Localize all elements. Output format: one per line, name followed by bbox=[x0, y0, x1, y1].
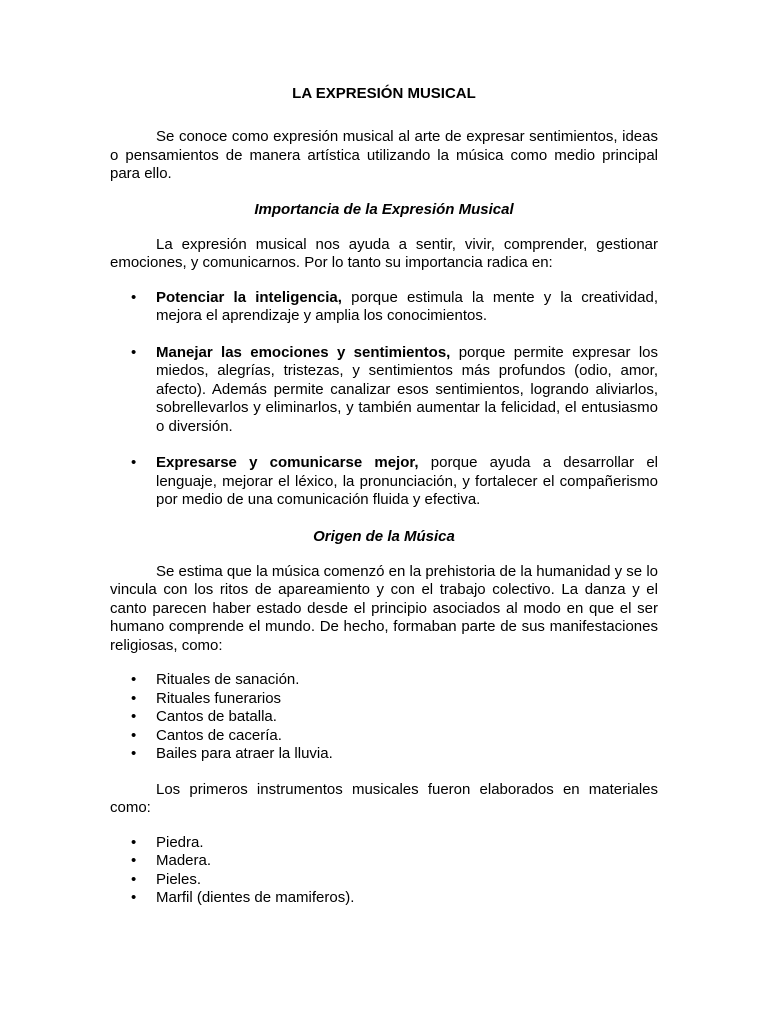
bullet-icon: • bbox=[131, 870, 137, 888]
importance-paragraph: La expresión musical nos ayuda a sentir, vivir, comprender, gestionar emociones, y comunicarnos. Por lo tanto su importancia radica en: bbox=[110, 235, 658, 271]
importance-item bbox=[110, 454, 658, 510]
origin-heading: Origen de la Música bbox=[313, 527, 455, 545]
importance-item bbox=[110, 344, 658, 437]
list-item-text: Piedra. bbox=[156, 833, 204, 851]
materials-list bbox=[110, 834, 658, 908]
bullet-icon: • bbox=[131, 454, 137, 471]
importance-item-text: porque ayuda a desarrollar el lenguaje, mejorar el léxico, la pronunciación, y fortalecer el compañerismo por medio de una comunicación fluida y efectiva. bbox=[156, 454, 658, 508]
rituals-list bbox=[110, 671, 658, 764]
list-item bbox=[110, 834, 658, 853]
bullet-icon: • bbox=[131, 833, 137, 851]
bullet-icon: • bbox=[131, 671, 137, 688]
list-item bbox=[110, 745, 658, 764]
list-item-text: Bailes para atraer la lluvia. bbox=[156, 745, 333, 762]
list-item-text: Madera. bbox=[156, 852, 212, 869]
bullet-icon: • bbox=[131, 726, 137, 744]
list-item bbox=[110, 889, 658, 908]
document-title: LA EXPRESIÓN MUSICAL bbox=[292, 85, 476, 102]
list-item-text: Pieles. bbox=[156, 870, 202, 888]
list-item bbox=[110, 852, 658, 871]
bullet-icon: • bbox=[131, 343, 137, 361]
list-item bbox=[110, 690, 658, 709]
importance-item-lead: Potenciar la inteligencia, bbox=[156, 288, 342, 306]
instruments-paragraph: Los primeros instrumentos musicales fueron elaborados en materiales como: bbox=[110, 780, 658, 816]
importance-item-text: porque permite expresar los miedos, alegrías, tristezas, y sentimientos más profundos (odio, amor, afecto). Además permite canalizar esos sentimientos, logrando aliviarlos, sobrellevarlos y eliminarlos, y también aumentar la felicidad, el entusiasmo o diversión. bbox=[156, 343, 658, 435]
list-item-text: Rituales funerarios bbox=[156, 689, 282, 707]
list-item bbox=[110, 671, 658, 690]
list-item-text: Marfil (dientes de mamiferos). bbox=[156, 889, 355, 906]
bullet-icon: • bbox=[131, 689, 137, 707]
importance-item-lead: Expresarse y comunicarse mejor, bbox=[156, 454, 419, 471]
importance-item-lead: Manejar las emociones y sentimientos, bbox=[156, 343, 451, 361]
list-item bbox=[110, 871, 658, 890]
importance-heading: Importancia de la Expresión Musical bbox=[254, 200, 514, 218]
bullet-icon: • bbox=[131, 889, 137, 906]
list-item bbox=[110, 708, 658, 727]
importance-list bbox=[110, 289, 658, 510]
list-item-text: Cantos de batalla. bbox=[156, 708, 277, 725]
list-item-text: Cantos de cacería. bbox=[156, 726, 282, 744]
intro-paragraph: Se conoce como expresión musical al arte de expresar sentimientos, ideas o pensamientos de manera artística utilizando la música como medio principal para ello. bbox=[110, 128, 658, 182]
list-item-text: Rituales de sanación. bbox=[156, 671, 300, 688]
bullet-icon: • bbox=[131, 745, 137, 762]
origin-paragraph: Se estima que la música comenzó en la prehistoria de la humanidad y se lo vincula con los ritos de apareamiento y con el trabajo colectivo. La danza y el canto parecen haber estado desde el principio asociados al modo en que el ser humano comprende el mundo. De hecho, formaban parte de sus manifestaciones religiosas, como: bbox=[110, 562, 658, 654]
bullet-icon: • bbox=[131, 708, 137, 725]
bullet-icon: • bbox=[131, 288, 137, 306]
importance-item bbox=[110, 289, 658, 326]
importance-item-text: porque estimula la mente y la creatividad, mejora el aprendizaje y amplia los conocimientos. bbox=[156, 288, 658, 324]
bullet-icon: • bbox=[131, 852, 137, 869]
list-item bbox=[110, 727, 658, 746]
